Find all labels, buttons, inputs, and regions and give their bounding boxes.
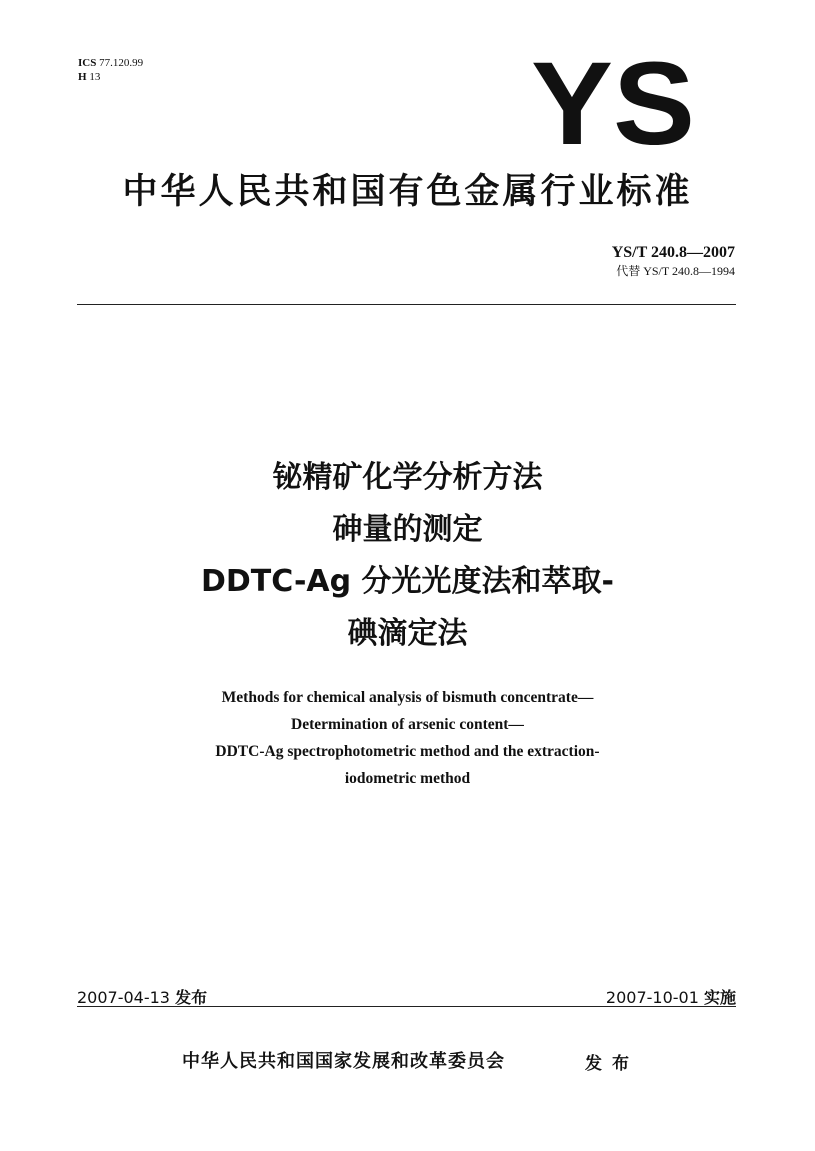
divider-bottom [77,1006,736,1007]
title-cn-line: 碘滴定法 [347,616,468,651]
ys-logo [528,44,698,154]
title-en-line: DDTC-Ag spectrophotometric method and the extraction- [215,743,600,760]
implement-date [606,985,736,1008]
issuer-name: 中华人民共和国国家发展和改革委员会 [182,1051,505,1072]
title-cn-line: 砷量的测定 [332,512,483,547]
title-en [0,684,815,792]
classification-codes [78,56,143,84]
title-en-line: Methods for chemical analysis of bismuth concentrate— [221,689,594,706]
ics-code [78,56,143,70]
issue-date-value: 2007-04-13 [77,988,170,1007]
ics-value: 77.120.99 [99,57,144,69]
h-code [78,70,143,84]
replaces-line [612,263,735,279]
title-en-line: Determination of arsenic content— [291,716,524,733]
issue-label: 发布 [175,988,208,1007]
org-title: 中华人民共和国有色金属行业标准 [122,172,693,212]
standard-number-block [612,242,735,279]
title-en-line: iodometric method [344,770,471,787]
divider-top [77,304,736,305]
title-cn-line: 铋精矿化学分析方法 [272,460,543,495]
issuer-action: 发布 [585,1054,639,1074]
ics-label: ICS [78,57,97,69]
h-value: 13 [89,71,101,83]
replaces-number: YS/T 240.8—1994 [643,264,735,278]
replaces-label: 代替 [616,264,641,278]
issue-date [77,985,207,1008]
logo-text: YS [531,44,695,154]
title-cn [0,452,815,660]
implement-label: 实施 [703,988,736,1007]
h-label: H [78,71,87,83]
title-cn-line: DDTC-Ag 分光光度法和萃取- [200,564,614,599]
implement-date-value: 2007-10-01 [605,988,699,1007]
standard-number: YS/T 240.8—2007 [611,244,735,261]
